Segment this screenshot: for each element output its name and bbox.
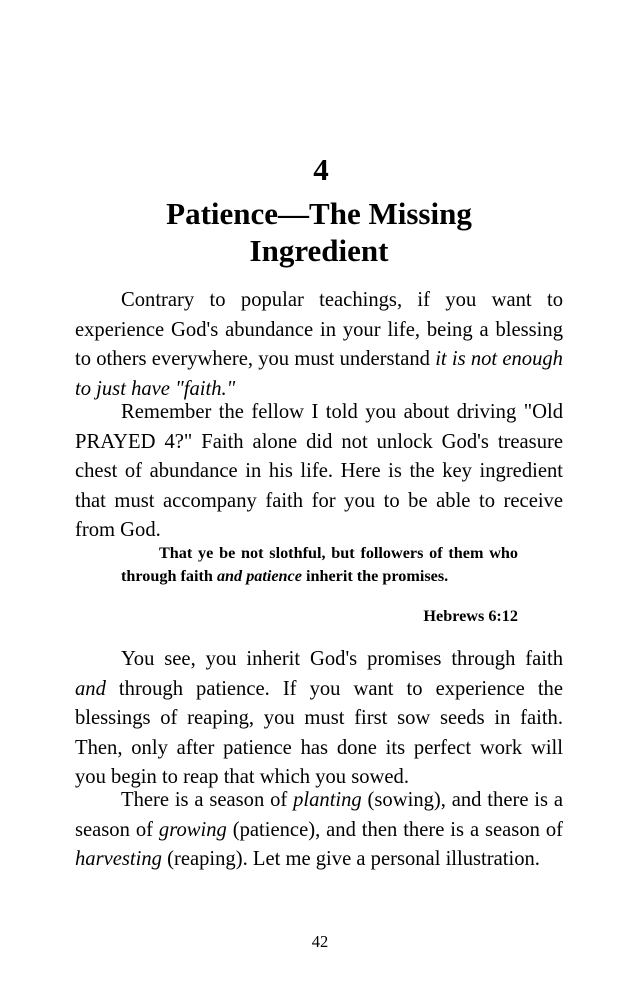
paragraph-1	[75, 286, 563, 404]
paragraph-1-italic: it is not enough to just have "faith."	[75, 348, 563, 400]
chapter-number: 4	[313, 152, 329, 187]
page-number: 42	[311, 932, 329, 951]
paragraph-4-text-2: (sowing), and there is a season of	[75, 789, 563, 841]
paragraph-3	[75, 645, 563, 793]
paragraph-4-text-1: There is a season of	[121, 789, 294, 811]
paragraph-3-text-2: through patience. If you want to experience the blessings of reaping, you must first sow seeds in faith. Then, only after patience has done its perfect work will you begin to reap that which you sowed.	[75, 677, 563, 788]
paragraph-3-italic-1: and	[75, 677, 106, 700]
scripture-reference: Hebrews 6:12	[423, 607, 518, 625]
scripture-text-1: That ye be not slothful, but followers of them who through faith	[121, 544, 518, 585]
chapter-title: Patience—The Missing Ingredient	[166, 196, 472, 268]
scripture-text-2: inherit the promises.	[301, 566, 449, 585]
scripture-quote	[121, 542, 518, 587]
paragraph-4-text-4: (reaping). Let me give a personal illustration.	[161, 848, 540, 870]
paragraph-3-text-1: You see, you inherit God's promises through faith	[121, 648, 563, 670]
paragraph-4-text-3: (patience), and then there is a season of	[226, 818, 563, 841]
scripture-italic: and patience	[216, 566, 302, 585]
paragraph-4	[75, 786, 563, 875]
paragraph-1-text: Contrary to popular teachings, if you want to experience God's abundance in your life, being a blessing to others everywhere, you must understand	[75, 289, 563, 370]
paragraph-2	[75, 398, 563, 546]
paragraph-4-italic-1: planting	[293, 789, 362, 811]
paragraph-4-italic-2: growing	[158, 818, 227, 841]
paragraph-2-text: Remember the fellow I told you about driving "Old PRAYED 4?" Faith alone did not unlock God's treasure chest of abundance in his life. Here is the key ingredient that must accompany faith for you to be able to receive from God.	[75, 401, 563, 541]
paragraph-4-italic-3: harvesting	[75, 848, 162, 870]
